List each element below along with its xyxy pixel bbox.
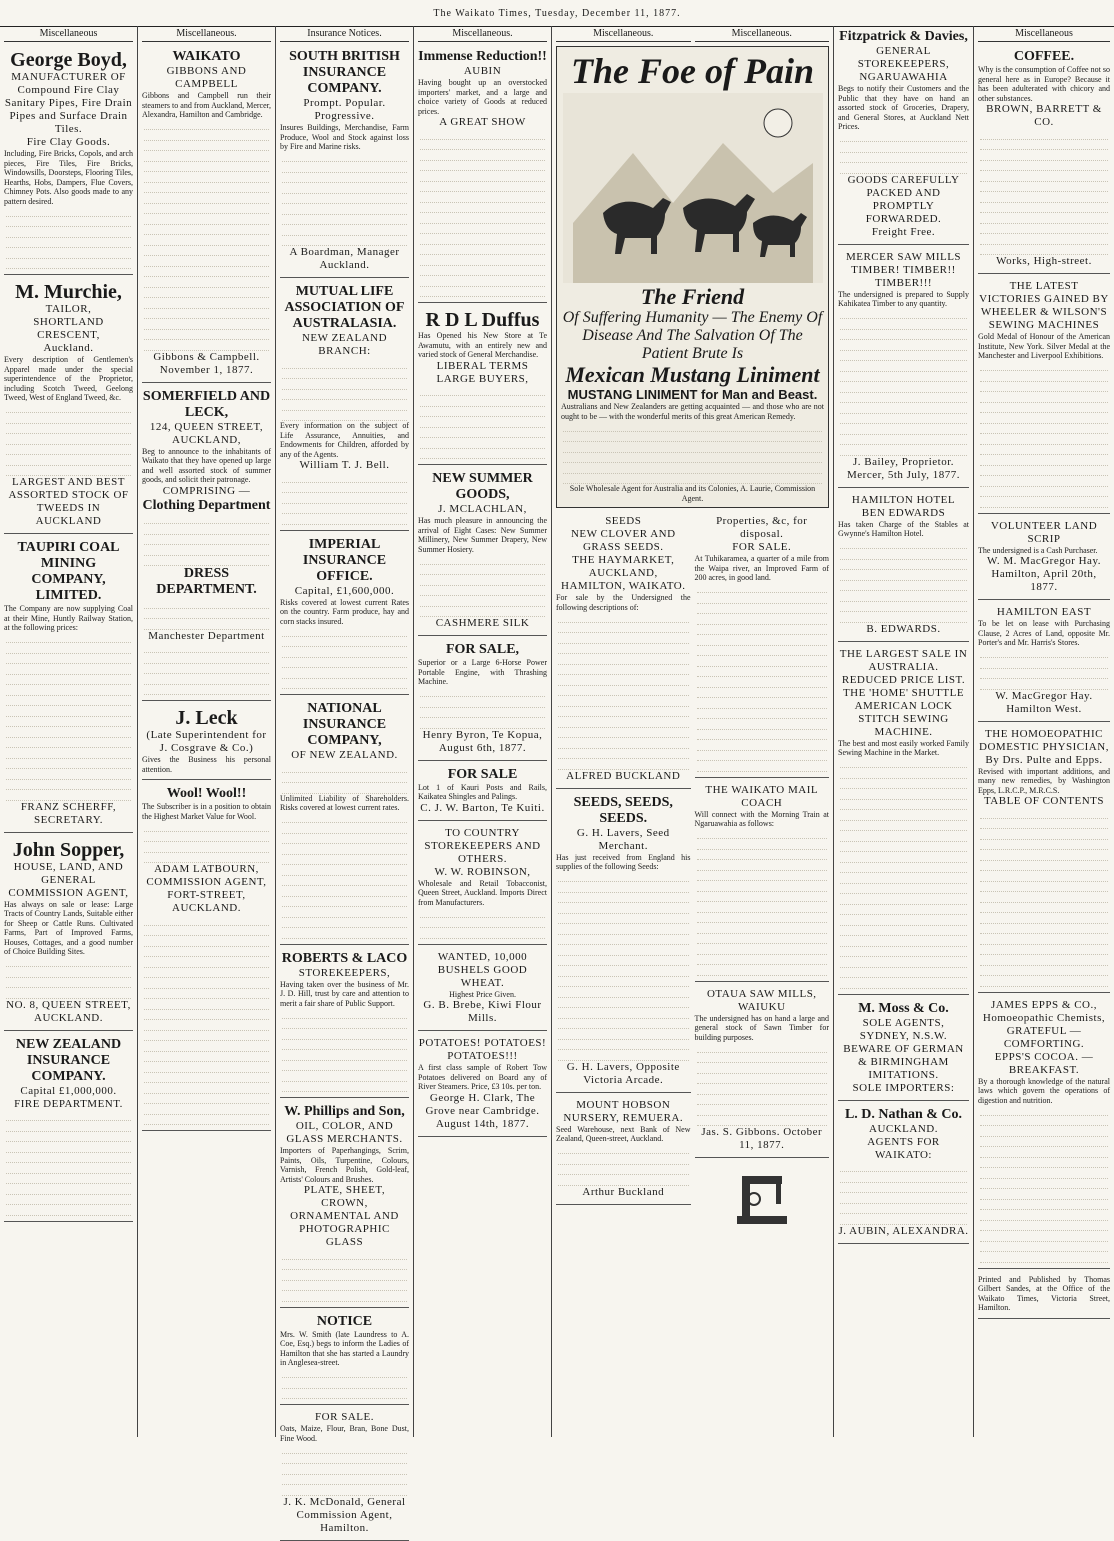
ad-wool [142, 783, 271, 1131]
ad-line: TIMBER! TIMBER!! TIMBER!!! [851, 263, 956, 289]
column-7 [834, 26, 974, 1437]
ad-line: Prompt. Popular. Progressive. [303, 97, 386, 122]
ad-body: Begs to notify their Customers and the Public that they have on hand an assorted stock of Groceries, Drapery, and General Stores, at Auckland Nett Prices. [838, 84, 969, 131]
ad-mercer [838, 248, 969, 488]
ad-line: LARGE BUYERS, [436, 372, 529, 385]
ad-line: GOODS CAREFULLY PACKED AND PROMPTLY FORWARDED. [847, 173, 960, 225]
ad-line: AUCKLAND, [172, 433, 241, 446]
ad-line: J. AUBIN, ALEXANDRA. [838, 1224, 969, 1237]
ad-title: IMPERIAL INSURANCE OFFICE. [302, 536, 387, 584]
column-5-6 [552, 26, 834, 1437]
ad-line: Capital £1,000,000. [20, 1084, 117, 1097]
ad-printer [978, 1272, 1110, 1319]
ad-body: Why is the consumption of Coffee not so general here as in Europe? Because it has been adulterated with chicory and other substances. [978, 65, 1110, 103]
ad-headline: Mexican Mustang Liniment [565, 362, 820, 387]
ad-hobson [556, 1096, 691, 1205]
ad-line: Homoeopathic Chemists, [982, 1011, 1106, 1024]
ad-reduction [418, 46, 547, 303]
ad-fitzpatrick [838, 26, 969, 245]
ad-line: FIRE DEPARTMENT. [14, 1097, 123, 1110]
column-4 [414, 26, 552, 1437]
ad-nz-insurance [4, 1034, 133, 1222]
ad-line: SOLE AGENTS, [862, 1016, 945, 1029]
ad-notice [280, 1311, 409, 1406]
ad-moss [838, 998, 969, 1101]
ad-title: FOR SALE [447, 766, 518, 782]
ad-line: G. H. Lavers, Seed Merchant. [576, 826, 670, 852]
ad-title: R D L Duffus [425, 309, 540, 331]
ad-body: Oats, Maize, Flour, Bran, Bone Dust, Fine Wood. [280, 1424, 409, 1443]
ad-body: Revised with important additions, and many new remedies, by Washington Epps, L.R.C.P., M.R.C.S. [978, 766, 1110, 795]
ad-signature: William T. J. Bell. [299, 459, 390, 471]
ad-line: GENERAL STOREKEEPERS, [857, 45, 950, 70]
ad-line: TABLE OF CONTENTS [983, 795, 1105, 807]
ad-line: GRATEFUL — COMFORTING. [1003, 1024, 1085, 1050]
ad-wanted [418, 948, 547, 1032]
ad-line: By Drs. Pulte and Epps. [985, 753, 1103, 766]
ad-title: SOUTH BRITISH INSURANCE COMPANY. [289, 49, 400, 96]
ad-line: PLATE, SHEET, CROWN, ORNAMENTAL AND PHOTOGRAPHIC GLASS [290, 1184, 399, 1248]
ad-line: (Late Superintendent for J. Cosgrave & Co.) [146, 729, 267, 754]
ad-body: Importers of Paperhangings, Scrim, Paints, Oils, Turpentine, Colours, Varnish, French Polish, Gold-leaf, Artists' Colours and Brushes. [280, 1146, 409, 1184]
ad-title: WANTED, 10,000 BUSHELS GOOD WHEAT. [437, 950, 528, 989]
ad-body: The Subscriber is in a position to obtain the Highest Market Value for Wool. [142, 802, 271, 821]
masthead-title: The Waikato Times, Tuesday, December 11, 1877. [433, 7, 681, 19]
ad-title: SOMERFIELD AND LECK, [142, 388, 271, 420]
ad-signature: G. B. Brebe, Kiwi Flour Mills. [423, 999, 542, 1024]
ad-line: FOR SALE. [732, 541, 792, 553]
ad-saw-mills [695, 985, 830, 1159]
ad-line: HOUSE, LAND, AND GENERAL COMMISSION AGENT, [8, 860, 129, 899]
column-3 [276, 26, 414, 1534]
ad-line: A GREAT SHOW [439, 116, 526, 128]
ad-body: Lot 1 of Kauri Posts and Rails, Kaikatea Shingles and Palings. [418, 782, 547, 801]
ad-line: CASHMERE SILK [435, 617, 530, 629]
ad-seeds [556, 512, 691, 789]
ad-signature: C. J. W. Barton, Te Kuiti. [420, 801, 545, 814]
ad-title: NEW SUMMER GOODS, [432, 471, 533, 502]
ad-body: The undersigned is a Cash Purchaser. [978, 545, 1098, 555]
ad-forsale-land [418, 764, 547, 821]
ad-mustang-liniment [556, 46, 829, 508]
ad-title: W. Phillips and Son, [284, 1104, 405, 1119]
ad-line: NEW CLOVER AND GRASS SEEDS. [570, 528, 676, 553]
ad-line: BROWN, BARRETT & CO. [986, 103, 1102, 128]
section-header: Miscellaneous. [695, 28, 830, 42]
ad-title: NATIONAL INSURANCE COMPANY, [302, 701, 387, 748]
ad-title: NEW ZEALAND INSURANCE COMPANY. [15, 1036, 122, 1084]
ad-boyd [4, 46, 133, 275]
ad-title: OTAUA SAW MILLS, WAIUKU [706, 987, 817, 1013]
ad-mutual [280, 281, 409, 531]
ad-epps [978, 996, 1110, 1269]
ad-roberts [280, 948, 409, 1099]
column-1 [0, 26, 138, 1437]
section-header: Miscellaneous [978, 28, 1110, 42]
ad-line: AUBIN [463, 65, 502, 77]
ad-body: The undersigned is prepared to Supply Kahikatea Timber to any quantity. [838, 289, 969, 308]
ad-body: Has much pleasure in announcing the arrival of Eight Cases: New Summer Millinery, New Summer Drapery, New Summer Hosiery. [418, 516, 547, 554]
column-2 [138, 26, 276, 1437]
ad-somerfield [142, 386, 271, 702]
ad-phillips [280, 1101, 409, 1308]
ad-line: Fire Clay Goods. [26, 136, 111, 148]
ad-title: L. D. Nathan & Co. [844, 1106, 963, 1122]
ad-title: COFFEE. [1013, 49, 1075, 64]
ad-signature: W. MacGregor Hay. Hamilton West. [995, 689, 1093, 715]
ad-home-shuttle [838, 645, 969, 995]
ad-body: To be let on lease with Purchasing Clause, 2 Acres of Land, opposite Mr. Porter's and Mr. Harris's Stores. [978, 619, 1110, 647]
ad-murchie [4, 278, 133, 534]
ad-title: The Foe of Pain [571, 51, 814, 91]
ad-property [695, 512, 830, 778]
ad-volunteer [978, 517, 1110, 601]
ad-line: DRESS DEPARTMENT. [156, 566, 257, 597]
ad-wheeler [978, 277, 1110, 514]
ad-signature: A Boardman, Manager Auckland. [289, 246, 400, 271]
ad-signature: W. M. MacGregor Hay. Hamilton, April 20th, 1877. [987, 555, 1101, 593]
ad-line: REDUCED PRICE LIST. [841, 673, 966, 686]
ad-coffee [978, 46, 1110, 274]
ad-body: Having bought up an overstocked importers' market, and a large and choice variety of Goods at reduced prices. [418, 78, 547, 116]
ad-body: A first class sample of Robert Tow Potatoes delivered on Board any of River Steamers. Price, £3 10s. per ton. [418, 1063, 547, 1091]
ad-line: Capital, £1,600,000. [294, 584, 395, 597]
ad-body: For sale by the Undersigned the following descriptions of: [556, 593, 691, 612]
ad-signature: Henry Byron, Te Kopua, August 6th, 1877. [422, 728, 543, 754]
ad-title: M. Moss & Co. [858, 1000, 949, 1016]
ad-lavers [556, 792, 691, 1093]
ad-title: Properties, &c, for disposal. [716, 515, 808, 540]
ad-title: HAMILTON EAST [996, 606, 1092, 618]
ad-title: M. Murchie, [15, 281, 122, 303]
ad-body: Has always on sale or lease: Large Tracts of Country Lands, Suitable either for Sheep or Cattle Runs. Cultivated Farms, Part of Improved Farms, Houses, Cottages, and a good number of Choice Building Sites. [4, 899, 133, 956]
ad-line: COMPRISING — [162, 484, 251, 497]
ad-line: SYDNEY, N.S.W. [859, 1029, 948, 1042]
ad-leck [142, 704, 271, 780]
ad-line: SEWING MACHINES [988, 319, 1100, 331]
ad-signature: George H. Clark, The Grove near Cambridge. August 14th, 1877. [425, 1091, 540, 1130]
ad-line: STOREKEEPERS, [298, 966, 391, 979]
ad-title: MERCER SAW MILLS [845, 250, 962, 263]
printer-imprint: Printed and Published by Thomas Gilbert Sandes, at the Office of the Waikato Times, Victoria Street, Hamilton. [978, 1274, 1110, 1312]
ad-title: VOLUNTEER LAND SCRIP [990, 519, 1098, 545]
ad-body: Gold Medal of Honour of the American Institute, New York. Silver Medal at the Manchester and Liverpool Exhibitions. [978, 332, 1110, 360]
ad-line: AMERICAN LOCK STITCH SEWING MACHINE. [854, 699, 953, 738]
ad-title: MUTUAL LIFE ASSOCIATION OF AUSTRALASIA. [284, 284, 405, 331]
ad-body: The undersigned has on hand a large and general stock of Sawn Timber for building purposes. [694, 1013, 829, 1042]
ad-line: HAMILTON, WAIKATO. [561, 580, 686, 592]
ad-line: MANUFACTURER OF [11, 71, 126, 83]
ad-title: POTATOES! POTATOES! POTATOES!!! [418, 1037, 547, 1062]
section-header: Miscellaneous [4, 28, 133, 42]
ad-line: The Friend [640, 284, 745, 309]
ad-robinson [418, 824, 547, 945]
ad-potatoes [418, 1034, 547, 1137]
ad-title: J. Leck [175, 707, 238, 729]
ad-imperial [280, 534, 409, 696]
ad-signature: Gibbons & Campbell. November 1, 1877. [153, 350, 260, 376]
ad-body: Having taken over the business of Mr. J. D. Hill, trust by care and attention to merit a fair share of Public Support. [280, 979, 409, 1008]
ad-body: Seed Warehouse, next Bank of New Zealand, Queen-street, Auckland. [556, 1124, 691, 1143]
ad-title: JAMES EPPS & CO., [990, 998, 1097, 1011]
sewing-machine-illustration [732, 1161, 792, 1231]
ad-line: TAILOR, [45, 303, 92, 315]
ad-body: Beg to announce to the inhabitants of Waikato that they have opened up large and well assorted stock of summer goods, and solicit their patronage. [142, 446, 271, 484]
ad-line: J. MCLACHLAN, [438, 503, 527, 515]
ad-sopper [4, 836, 133, 1031]
ad-homeopathic [978, 725, 1110, 993]
ad-body: Has Opened his New Store at Te Awamutu, with an entirely new and varied stock of General Merchandise. [418, 331, 547, 359]
ad-title: THE LARGEST SALE IN AUSTRALIA. [839, 647, 968, 673]
section-header: Miscellaneous. [142, 28, 271, 42]
ad-line: WHEELER & WILSON'S [980, 306, 1108, 318]
ad-gibbons [142, 46, 271, 383]
ad-line: MUSTANG LINIMENT for Man and Beast. [567, 387, 818, 402]
ad-body: Including, Fire Bricks, Copols, and arch pieces, Fire Tiles, Fire Bricks, Windowsills, Doorsteps, Flooring Tiles, Hearths, Hobs, Dampers, Flue Covers, Chimney Pots. Also goods made to any pattern desired. [4, 149, 133, 206]
ad-body: Has taken Charge of the Stables at Gwynne's Hamilton Hotel. [838, 519, 969, 538]
ad-title: FOR SALE, [445, 642, 520, 657]
ad-title: Fitzpatrick & Davies, [839, 29, 968, 44]
ad-body: Risks covered at lowest current Rates on the country. Farm produce, hay and corn stacks insured. [280, 597, 409, 626]
ad-hamilton-east [978, 603, 1110, 722]
ad-signature: Jas. S. Gibbons. October 11, 1877. [701, 1126, 823, 1151]
ad-signature: ALFRED BUCKLAND [566, 769, 681, 782]
ad-line: 124, QUEEN STREET, [149, 420, 264, 433]
ad-tagline: LARGEST AND BEST ASSORTED STOCK OF TWEEDS IN AUCKLAND [8, 476, 129, 527]
ad-title: SEEDS, SEEDS, SEEDS. [573, 794, 673, 826]
masthead [0, 0, 1114, 27]
ad-body: By a thorough knowledge of the natural laws which govern the operations of digestion and nutrition. [978, 1076, 1110, 1105]
ad-line: Clothing Department [142, 497, 271, 513]
ad-body: Every information on the subject of Life Assurance, Annuities, and Endowments for Children, afforded by any of the Agents. [280, 421, 409, 459]
ad-signature: B. EDWARDS. [866, 622, 941, 635]
ad-title: Immense Reduction!! [418, 49, 547, 64]
ad-line: THE 'HOME' SHUTTLE [842, 686, 965, 699]
ad-line: NEW ZEALAND BRANCH: [301, 332, 388, 357]
ad-body: Highest Price Given. [449, 989, 516, 999]
ad-signature: ADAM LATBOURN, COMMISSION AGENT, FORT-STREET, AUCKLAND. [146, 863, 267, 914]
ad-signature: J. Bailey, Proprietor. Mercer, 5th July, 1877. [847, 455, 960, 481]
ad-line: LIBERAL TERMS [436, 359, 529, 372]
ad-line: Compound Fire Clay Sanitary Pipes, Fire Drain Pipes and Surface Drain Tiles. [4, 84, 133, 135]
ad-duffus [418, 306, 547, 465]
ad-mclachlan [418, 468, 547, 636]
ad-title: THE HOMOEOPATHIC DOMESTIC PHYSICIAN, [979, 727, 1109, 753]
ad-title: NOTICE [316, 1313, 373, 1329]
ad-body: Superior or a Large 6-Horse Power Portable Engine, with Thrashing Machine. [418, 658, 547, 686]
ad-line: THE HAYMARKET, AUCKLAND, [572, 554, 675, 579]
ad-title: HAMILTON HOTEL [851, 493, 956, 506]
ad-line: EPPS'S COCOA. — BREAKFAST. [994, 1050, 1094, 1076]
ad-title: TO COUNTRY STOREKEEPERS AND OTHERS. [424, 826, 541, 865]
ad-line: AGENTS FOR WAIKATO: [867, 1135, 940, 1161]
ad-title: SEEDS [605, 515, 642, 527]
ad-title: Wool! Wool!! [166, 786, 247, 801]
ad-line: AUCKLAND. [869, 1122, 938, 1135]
ad-title: FOR SALE. [315, 1411, 374, 1423]
column-8 [974, 26, 1114, 1437]
section-header: Miscellaneous. [418, 28, 547, 42]
ad-line: SOLE IMPORTERS: [852, 1081, 955, 1094]
ad-title: ROBERTS & LACO [281, 950, 408, 966]
ad-hamilton-hotel [838, 491, 969, 642]
ad-body: Will connect with the Morning Train at Ngaruawahia as follows: [694, 809, 829, 828]
ad-line: SHORTLAND CRESCENT, [33, 316, 104, 341]
ad-line: OIL, COLOR, AND GLASS MERCHANTS. [286, 1120, 403, 1145]
ad-title: John Sopper, [12, 838, 125, 861]
ad-national [280, 698, 409, 945]
ad-signature: J. K. McDonald, General Commission Agent, Hamilton. [283, 1495, 406, 1534]
section-header: Miscellaneous. [556, 28, 691, 42]
ad-line: BEWARE OF GERMAN & BIRMINGHAM IMITATIONS. [843, 1042, 964, 1081]
ad-line: Freight Free. [871, 225, 936, 238]
ad-title: THE LATEST VICTORIES GAINED BY [979, 280, 1109, 305]
ad-nathan [838, 1104, 969, 1244]
ad-mcdonald [280, 1408, 409, 1541]
ad-body: Mrs. W. Smith (late Laundress to A. Coe, Esq.) begs to inform the Ladies of Hamilton that she has started a Laundry in Anglesea-street. [280, 1329, 409, 1367]
ad-line: Works, High-street. [996, 255, 1092, 267]
section-header: Insurance Notices. [280, 28, 409, 42]
ad-address: NO. 8, QUEEN STREET, AUCKLAND. [6, 998, 131, 1024]
ad-body: Insures Buildings, Merchandise, Farm Produce, Wool and Stock against loss by Fire and Marine risks. [280, 123, 409, 151]
ad-title: George Boyd, [10, 49, 127, 71]
ad-line: Of Suffering Humanity — The Enemy Of Disease And The Salvation Of The Patient Brute Is [562, 309, 823, 362]
ad-line: W. W. ROBINSON, [434, 865, 531, 878]
ad-signature: FRANZ SCHERFF, SECRETARY. [20, 800, 117, 826]
ad-body: Gibbons and Campbell run their steamers to and from Auckland, Mercer, Alexandra, Hamilton and Cambridge. [142, 91, 271, 119]
ad-line: OF NEW ZEALAND. [291, 749, 398, 761]
ad-south-british [280, 46, 409, 278]
ad-line: GIBBONS AND CAMPBELL [166, 65, 247, 90]
ad-title: THE WAIKATO MAIL COACH [705, 783, 819, 809]
horses-illustration [563, 93, 823, 283]
ad-body: Gives the Business his personal attention. [142, 755, 271, 774]
ad-signature: G. H. Lavers, Opposite Victoria Arcade. [566, 1060, 680, 1086]
ad-body: Wholesale and Retail Tobacconist, Queen Street, Auckland. Imports Direct from Manufacturers. [418, 878, 547, 907]
ad-body: At Tuhikaramea, a quarter of a mile from the Waipa river, an Improved Farm of 200 acres, in good land. [694, 554, 829, 582]
ad-title: WAIKATO [172, 49, 241, 64]
ad-mail-coach [695, 781, 830, 982]
columns [0, 26, 1114, 1534]
ad-line: BEN EDWARDS [861, 506, 946, 519]
ad-line: Manchester Department [148, 629, 265, 642]
ad-forsale-engine [418, 639, 547, 761]
ad-line: NGARUAWAHIA [859, 71, 948, 83]
ad-line: Auckland. [43, 342, 94, 354]
ad-signature: Sole Wholesale Agent for Australia and its Colonies, A. Laurie, Commission Agent. [569, 484, 816, 503]
ad-title: MOUNT HOBSON NURSERY, REMUERA. [563, 1098, 684, 1124]
ad-title: TAUPIRI COAL MINING COMPANY, LIMITED. [17, 540, 120, 603]
ad-body: Unlimited Liability of Shareholders. Risks covered at lowest current rates. [280, 793, 409, 812]
ad-body: The Company are now supplying Coal at their Mine, Huntly Railway Station, at the following prices: [4, 604, 133, 632]
ad-body: Has just received from England his supplies of the following Seeds: [556, 852, 691, 871]
ad-taupiri [4, 537, 133, 833]
ad-body: Australians and New Zealanders are getting acquainted — and those who are not ought to be — with the wonderful merits of this great American Remedy. [561, 402, 824, 421]
ad-body: The best and most easily worked Family Sewing Machine in the Market. [838, 738, 969, 757]
ad-signature: Arthur Buckland [582, 1185, 665, 1198]
ad-body: Every description of Gentlemen's Apparel made under the special superintendence of the Proprietor, including Scotch Tweed, Geelong Tweed, West of England Tweed, &c. [4, 355, 133, 402]
